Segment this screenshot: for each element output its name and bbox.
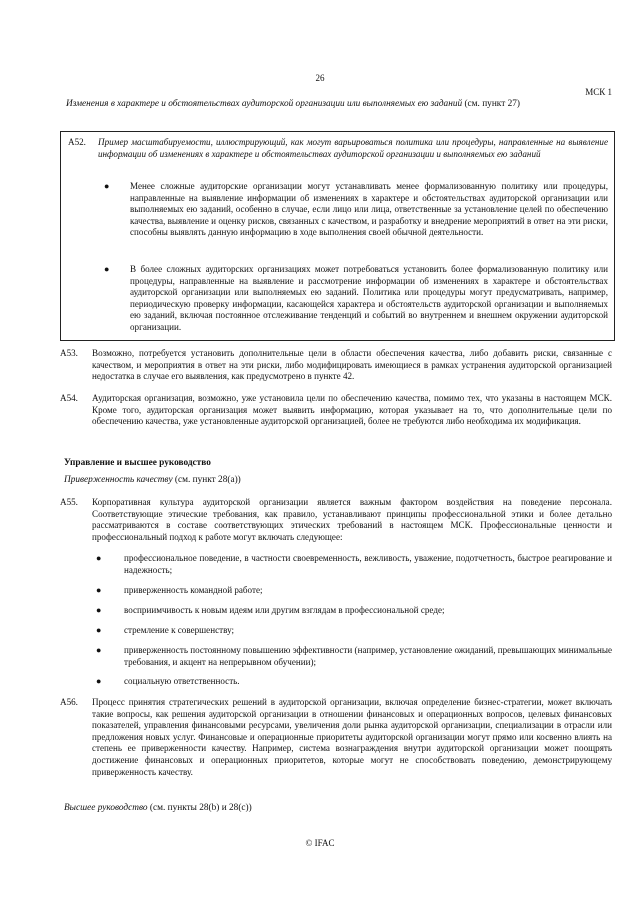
paragraph-a53: Возможно, потребуется установить дополнительные цели в области обеспечения качества, либо добавить риски, связанные с качеством, и мероприятия в ответ на эти риски, либо модифицировать имеющиеся в рамках устранения аудиторской организацией недостатка в случае его выявления, как предусмотрено в пункте 42.: [92, 348, 612, 382]
section-heading-ref: (см. пункт 27): [464, 99, 520, 109]
bullet-marker: ●: [96, 605, 102, 615]
bullet-marker: ●: [96, 645, 102, 655]
box-intro: Пример масштабируемости, иллюстрирующий, как могут варьироваться политика или процедуры, направленные на выявление информации об изменениях в характере и обстоятельствах аудиторской организации и выполняемых ею заданий: [98, 137, 608, 159]
paragraph-number-a56: A56.: [60, 697, 78, 707]
page-number: 26: [315, 73, 325, 83]
paragraph-number-a53: A53.: [60, 348, 78, 358]
commitment-heading-title: Приверженность качеству: [64, 475, 173, 485]
paragraph-a56: Процесс принятия стратегических решений в аудиторской организации, включая определение бизнес-стратегии, может включать такие вопросы, как решения аудиторской организации в отношении финансовых и операционных вопросов, целевых финансовых показателей, управления финансовыми ресурсами, увеличения доли рынка аудиторской организации, специализации в отрасли или предложения новых услуг. Финансовые и операционные приоритеты аудиторской организации могут прямо или косвенно влиять на степень ее приверженности качеству. Например, система вознаграждения внутри аудиторской организации может поощрять достижение финансовых и операционных приоритетов, которые могут не способствовать поведению, демонстрирующему приверженность качеству.: [92, 697, 612, 777]
bullet-marker: ●: [96, 676, 102, 686]
bullet-marker: ●: [104, 264, 110, 274]
box-bullet-1: Менее сложные аудиторские организации могут устанавливать менее формализованную политику или процедуры, направленные на выявление информации об изменениях в характере и обстоятельствах аудиторской организации или выполняемых ею заданий, особенно в случае, если лицо или лица, ответственные за установление целей по обеспечению качества, выявление и оценку рисков, связанных с качеством, и разработку и внедрение мероприятий в ответ на эти риски, способны выявлять данную информацию в ходе выполнения своей обычной деятельности.: [130, 181, 608, 238]
leadership-heading-ref: (см. пункты 28(b) и 28(c)): [149, 803, 252, 813]
values-item-2: приверженность командной работе;: [124, 585, 263, 595]
bullet-marker: ●: [96, 625, 102, 635]
paragraph-a54: Аудиторская организация, возможно, уже установила цели по обеспечению качества, помимо тех, что указаны в настоящем МСК. Кроме того, аудиторская организация может выявить информацию, которая указывает на то, что дополнительные цели по обеспечению качества, уже установленные аудиторской организацией, более не требуются либо необходима их модификация.: [92, 393, 612, 427]
footer-copyright: © IFAC: [305, 838, 335, 848]
values-item-6: социальную ответственность.: [124, 676, 240, 686]
governance-heading: Управление и высшее руководство: [64, 458, 211, 468]
section-heading: [66, 99, 611, 109]
box-bullet-2: В более сложных аудиторских организациях может потребоваться установить более формализованную политику или процедуры, направленные на выявление и рассмотрение информации об изменениях в характере и обстоятельствах аудиторской организации или выполняемых ею заданий. Политика или процедуры могут предусматривать, например, периодическую проверку информации, касающейся характера и обстоятельств аудиторской организации и выполняемых ею заданий, включая постоянное отслеживание тенденций и событий во внутреннем и внешнем окружении аудиторской организации.: [130, 264, 608, 332]
commitment-heading-ref: (см. пункт 28(a)): [174, 475, 241, 485]
leadership-heading: [64, 803, 252, 813]
bullet-marker: ●: [104, 181, 110, 191]
section-heading-title: Изменения в характере и обстоятельствах аудиторской организации или выполняемых ею заданий: [66, 99, 463, 109]
values-item-1: профессиональное поведение, в частности своевременность, вежливость, уважение, подотчетность, быстрое реагирование и надежность;: [124, 553, 612, 575]
values-item-3: восприимчивость к новым идеям или другим взглядам в профессиональной среде;: [124, 605, 445, 615]
paragraph-number-a55: A55.: [60, 497, 78, 507]
leadership-heading-title: Высшее руководство: [64, 803, 148, 813]
bullet-marker: ●: [96, 553, 102, 563]
commitment-heading: [64, 475, 241, 485]
document-code: МСК 1: [585, 87, 612, 97]
values-item-5: приверженность постоянному повышению эффективности (например, установление ожиданий, превышающих минимальные требования, и акцент на непрерывном обучении);: [124, 645, 612, 667]
bullet-marker: ●: [96, 585, 102, 595]
paragraph-number-a52: A52.: [68, 137, 86, 147]
values-item-4: стремление к совершенству;: [124, 625, 235, 635]
paragraph-a55: Корпоративная культура аудиторской организации является важным фактором воздействия на поведение персонала. Соответствующие этические требования, как правило, устанавливают принципы профессиональной этики и более детально рассматриваются в составе соответствующих этических требований в настоящем МСК. Профессиональные ценности и профессиональный подход к работе могут включать следующее:: [92, 497, 612, 542]
paragraph-number-a54: A54.: [60, 393, 78, 403]
